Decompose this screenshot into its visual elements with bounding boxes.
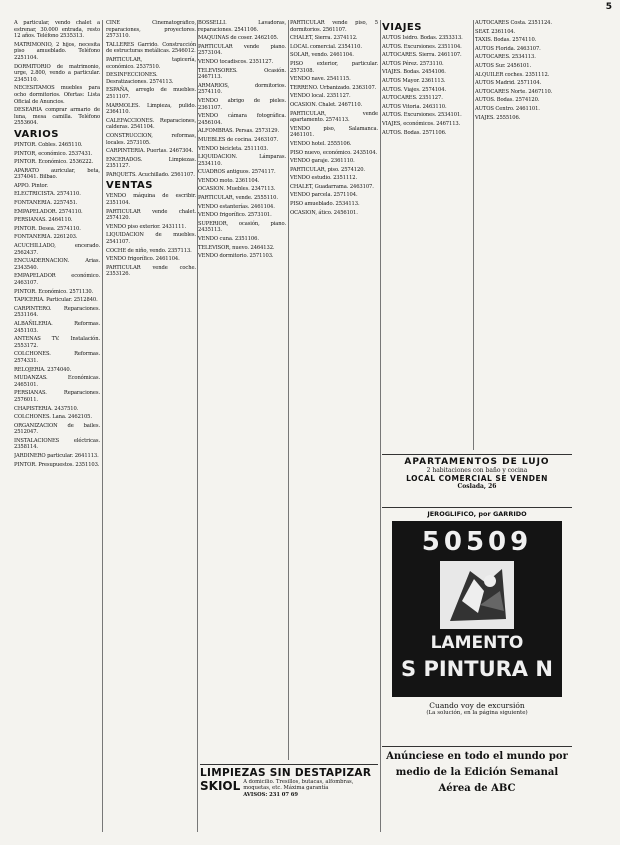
classified-ad: MARMOLES. Limpieza, pulido. 2364110. <box>106 102 196 116</box>
classified-ad: ANTENAS TV. Instalación. 2553172. <box>14 336 100 349</box>
classified-ad: PARTICULAR, tapicería, económico. 2537510. <box>106 56 196 70</box>
classified-ad: AUTOS Mayor. 2361113. <box>382 77 446 84</box>
classified-ad: AUTOS Florida. 2463107. <box>475 45 541 52</box>
classified-ad: PISO amueblado. 2534113. <box>290 201 360 208</box>
column-5 <box>382 20 472 450</box>
classified-ad: PINTOR, económico. 2537431. <box>14 150 93 157</box>
classified-ad: AUTOS. Bodas. 2571106. <box>382 129 447 136</box>
classified-ad: PARTICULAR vende piso, 5 dormitorios. 2561107. <box>290 20 378 33</box>
classified-ad: VENDO abrigo de pieles. 2361107. <box>198 97 286 111</box>
lujo-line3: Coslada, 26 <box>457 483 497 490</box>
lujo-line2: LOCAL COMERCIAL SE VENDEN <box>406 474 548 483</box>
puzzle-word-lamento: LAMENTO <box>430 633 524 653</box>
classified-ad: AUTOS Vitoria. 2463110. <box>382 103 447 110</box>
classified-ad: ALQUILER coches. 2351112. <box>475 71 550 78</box>
classified-ad: MUEBLES de cocina. 2463107. <box>198 136 279 143</box>
promo-line2: medio de la Edición Semanal <box>395 767 559 778</box>
classified-ad: AUTOCARES. 2351127. <box>382 95 443 102</box>
classified-ad: TELEVISORES. Ocasión. 2467113. <box>198 67 286 81</box>
hieroglyph-puzzle <box>382 505 572 735</box>
classified-ad: AUTOS Centro. 2461101. <box>475 105 540 112</box>
classified-ad: LOCAL comercial. 2354110. <box>290 43 362 50</box>
section-heading-ventas: VENTAS <box>106 180 153 192</box>
classified-ad: BOSSELLI. Lavadoras, reparaciones. 2541106. <box>198 20 286 33</box>
classified-ad: PERSIANAS. Reparaciones. 2576011. <box>14 390 100 403</box>
classified-ad: DESEARIA comprar armario de luna, mesa camilla. Teléfono 2553604. <box>14 107 100 127</box>
classified-ad: TALLERES Garrido. Construcción de estructuras metálicas. 2546012. <box>106 41 196 55</box>
classified-ad: OCASION. Chalet. 2467110. <box>290 101 363 108</box>
classified-ad: PINTOR. Cobles. 2465110. <box>14 141 83 148</box>
classified-ad: ELECTRICISTA. 2574110. <box>14 191 81 198</box>
classified-ad: APPO. Pintor. <box>14 182 48 189</box>
puzzle-header: JEROGLIFICO, por GARRIDO <box>427 510 527 518</box>
promo-line1: Anúnciese en todo el mundo por <box>386 751 568 762</box>
abc-weekly-promo <box>382 744 572 797</box>
classified-ad: VENDO piso exterior. 2431111. <box>106 223 187 230</box>
classified-ad: COLCHONES. Lana. 2462105. <box>14 414 92 421</box>
puzzle-caption: Cuando voy de excursión <box>429 701 525 710</box>
classified-ad: TERRENO. Urbanizado. 2363107. <box>290 84 377 91</box>
limpiezas-description: A domicilio. Tresillos, butacas, alfombras, moquetas, etc. Máxima garantía <box>243 779 354 792</box>
classified-ad: PARTICULAR, vende apartamento. 2574113. <box>290 110 378 124</box>
classified-ad: ORGANIZACION de bailes. 2512047. <box>14 422 100 436</box>
classified-ad: AUTOS Sur. 2456101. <box>475 62 531 69</box>
classified-ad: COCHE de niño, vendo. 2357113. <box>106 247 192 254</box>
section-heading-viajes: VIAJES <box>382 22 422 33</box>
classified-ad: VENDO cuna. 2351106. <box>198 236 259 243</box>
classified-ad: AUTOS. Viajes. 2574104. <box>382 86 446 93</box>
classified-ad: AUTOS. Bodas. 2574120. <box>475 97 540 104</box>
classified-ad: ESPAÑA, arreglo de muebles. 2511107. <box>106 87 196 100</box>
classified-ad: APARATO auricular, beta, 2374041. Bilbao. <box>14 167 100 181</box>
promo-line3: Aérea de ABC <box>438 783 516 794</box>
classified-ad: VENDO garaje. 2361110. <box>290 158 355 165</box>
classified-ad: OCASION, ático. 2456101. <box>290 209 358 216</box>
column-rule <box>288 20 289 760</box>
classified-ad: PARTICULAR vende chalet. 2574120. <box>106 208 196 222</box>
classified-ad: VIAJES. Bodas. 2454106. <box>382 69 446 76</box>
classified-ad: PERSIANAS. 2464110. <box>14 217 73 224</box>
classified-ad: VENDO frigorífico. 2573101. <box>198 212 272 219</box>
classified-ad: INSTALACIONES eléctricas. 2358114. <box>14 437 100 451</box>
puzzle-hint: (La solución, en la página siguiente) <box>426 710 528 716</box>
classified-ad: PARTICULAR vende piano. 2573104. <box>198 43 286 57</box>
classified-ad: PINTOR. Desea. 2574110. <box>14 225 81 232</box>
column-rule <box>473 20 474 450</box>
classified-ad: AUTOS Isidro. Bodas. 2353313. <box>382 35 463 41</box>
classified-ad: ALFOMBRAS. Persas. 2573129. <box>198 128 280 135</box>
classified-ad: OCASION. Muebles. 2347113. <box>198 186 276 193</box>
classified-ad: ARMARIOS, dormitorios. 2574110. <box>198 82 286 96</box>
classified-ad: AUTOCARES Costa. 2351124. <box>475 20 552 26</box>
classified-ad: PARTICULAR, piso. 2574120. <box>290 166 365 173</box>
classified-ad: MUDANZAS. Económicas. 2465101. <box>14 375 100 388</box>
page-number: 5 <box>605 2 612 12</box>
classified-ad: VENDO dormitorio. 2571103. <box>198 253 274 260</box>
classified-ad: VENDO nave. 2541115. <box>290 76 351 83</box>
classified-ad: PARQUETS. Acuchillado. 2561107. <box>106 171 195 178</box>
classified-ad: AUTOCARES. 2534113. <box>475 54 536 61</box>
classified-ad: CHALET, Guadarrama. 2463107. <box>290 183 374 190</box>
classified-ad: VENDO tocadiscos. 2351127. <box>198 58 274 65</box>
column-2 <box>106 20 196 832</box>
classified-ad: VIAJES. 2555106. <box>475 114 521 121</box>
classified-ad: EMPAPELADOR. 2574110. <box>14 208 83 215</box>
luxury-apartments-ad <box>382 452 572 504</box>
classified-ad: PISO exterior, particular. 2573108. <box>290 60 378 74</box>
classified-ad: VENDO estudio. 2351112. <box>290 175 358 182</box>
column-rule <box>102 20 103 832</box>
classified-ad: AUTOS Madrid. 2571104. <box>475 80 542 87</box>
classified-ad: MATRIMONIO, 2 hijos, necesita piso amueblado. Teléfono 2251104. <box>14 41 100 61</box>
puzzle-word-pintura: S PINTURA N <box>401 657 553 681</box>
puzzle-figure-image <box>440 561 514 629</box>
classified-ad: PINTOR. Presupuestos. 2351103. <box>14 461 100 468</box>
classified-ad: TELEVISOR, nuevo. 2464132. <box>198 244 275 251</box>
classified-ad: RELOJERIA. 2374040. <box>14 366 72 373</box>
skiol-brand: SKIOL <box>200 779 241 793</box>
classified-ad: VENDO hotel. 2555106. <box>290 140 352 147</box>
classified-ad: LIQUIDACION. Lámparas. 2534110. <box>198 154 286 167</box>
classified-ad: A particular, vendo chalet a estrenar, 30.000 entrada, resto 12 años. Teléfono 2535313. <box>14 20 100 40</box>
classified-ad: ENCERADOS. Limpiezas. 2351127. <box>106 156 196 170</box>
classified-ad: CHAPISTERIA. 2437510. <box>14 405 79 412</box>
classified-ad: PISO nuevo, económico. 2435104. <box>290 149 378 156</box>
classified-ad: VENDO máquina de escribir. 2351104. <box>106 193 196 207</box>
classified-ad: JARDINERO particular. 2641113. <box>14 453 99 460</box>
column-3 <box>198 20 286 758</box>
classified-ad: VENDO moto. 2361104. <box>198 177 260 184</box>
classified-ad: LIQUIDACION de muebles. 2541107. <box>106 232 196 246</box>
classified-ad: CONSTRUCCION, reformas, locales. 2573105. <box>106 132 196 146</box>
classified-ad: CARPINTERIA. Puertas. 2467304. <box>106 148 194 155</box>
classified-ad: VENDO cámara fotográfica. 2456104. <box>198 113 286 126</box>
classified-ad: CUADROS antiguos. 2574117. <box>198 169 276 176</box>
classified-ad: PARTICULAR vende coche. 2353126. <box>106 264 196 278</box>
limpiezas-ad <box>200 762 378 798</box>
classified-ad: VENDO piso, Salamanca. 2461101. <box>290 125 378 139</box>
classified-ad: PINTOR. Económico. 2536222. <box>14 159 94 166</box>
classified-ad: VENDO frigorífico. 2461104. <box>106 256 180 263</box>
classified-ad: FONTANERIA. 2257451. <box>14 200 78 207</box>
classified-ad: EMPAPELADOR económico. 2463107. <box>14 273 100 286</box>
classified-ad: ALBAÑILERIA. Reformas. 2451103. <box>14 320 100 334</box>
classified-ad: DORMITORIO de matrimonio, urge, 2.800, vendo a particular. 2345110. <box>14 63 100 83</box>
classified-ad: TAPICERIA. Particular. 2512840. <box>14 297 98 304</box>
classified-ad: VENDO parcela. 2571104. <box>290 192 358 199</box>
classified-ad: VENDO estanterías. 2461104. <box>198 203 275 210</box>
limpiezas-title: LIMPIEZAS SIN DESTAPIZAR <box>200 767 372 779</box>
classified-ad: AUTOS. Excursiones. 2351104. <box>382 43 462 50</box>
column-1 <box>14 20 100 832</box>
classified-ad: ENCUADERNACION. Arias. 2343540. <box>14 258 100 271</box>
classified-ad: MAQUINAS de coser. 2462105. <box>198 35 279 42</box>
classified-ad: PARTICULAR, vende. 2555110. <box>198 195 278 202</box>
puzzle-number: 50509 <box>421 527 533 557</box>
classified-ad: VENDO bicicleta. 2511103. <box>198 145 269 152</box>
classified-ad: SOLAR, vendo. 2461104. <box>290 52 354 59</box>
classified-ad: AUTOCARES. Sierra. 2461107. <box>382 52 462 59</box>
column-6 <box>475 20 567 450</box>
classified-ad: CALEFACCIONES. Reparaciones, calderas. 2541104. <box>106 117 196 131</box>
classified-ad: PINTOR. Económico. 2571130. <box>14 288 94 295</box>
classified-ad: SUPERIOR, ocasión, piano. 2435113. <box>198 220 286 234</box>
classified-ad: AUTOS. Excursiones. 2534101. <box>382 112 462 119</box>
lujo-title: APARTAMENTOS DE LUJO <box>404 457 550 467</box>
classified-ad: TAXIS. Bodas. 2574110. <box>475 37 537 44</box>
classified-ad: CHALET, Sierra. 2374112. <box>290 35 358 42</box>
classified-ad: AUTOCARES Norte. 2467110. <box>475 88 553 95</box>
classified-ad: CARPINTERO. Reparaciones. 2531164. <box>14 305 100 319</box>
classified-ad: FONTANERIA. 2261203. <box>14 234 78 241</box>
classified-ad: ACUCHILLADO, encerado. 2562437. <box>14 243 100 256</box>
classified-ad: DESINFECCIONES. Desratizaciones. 2574113. <box>106 72 174 85</box>
column-4 <box>290 20 378 758</box>
classified-ad: VIAJES, económicos. 2467113. <box>382 120 461 127</box>
limpiezas-phone: AVISOS: 231 07 69 <box>243 791 298 798</box>
puzzle-artwork <box>392 521 562 697</box>
lujo-line1: 2 habitaciones con baño y cocina <box>426 467 528 474</box>
column-rule <box>380 20 381 832</box>
classified-ad: SEAT. 2361104. <box>475 28 516 35</box>
classified-ad: COLCHONES. Reformas. 2574331. <box>14 351 100 364</box>
classified-ad: VENDO local. 2351127. <box>290 93 351 100</box>
classified-ad: NECESITAMOS muebles para ocho dormitorios. Ofertas: Lista Oficial de Anuncios. <box>14 85 100 105</box>
classified-ad: AUTOS Pérez. 2573110. <box>382 60 444 67</box>
classified-ad: CINE Cinematográfico, reparaciones, proyectores. 2573110. <box>106 20 196 40</box>
section-heading-varios: VARIOS <box>14 128 59 140</box>
